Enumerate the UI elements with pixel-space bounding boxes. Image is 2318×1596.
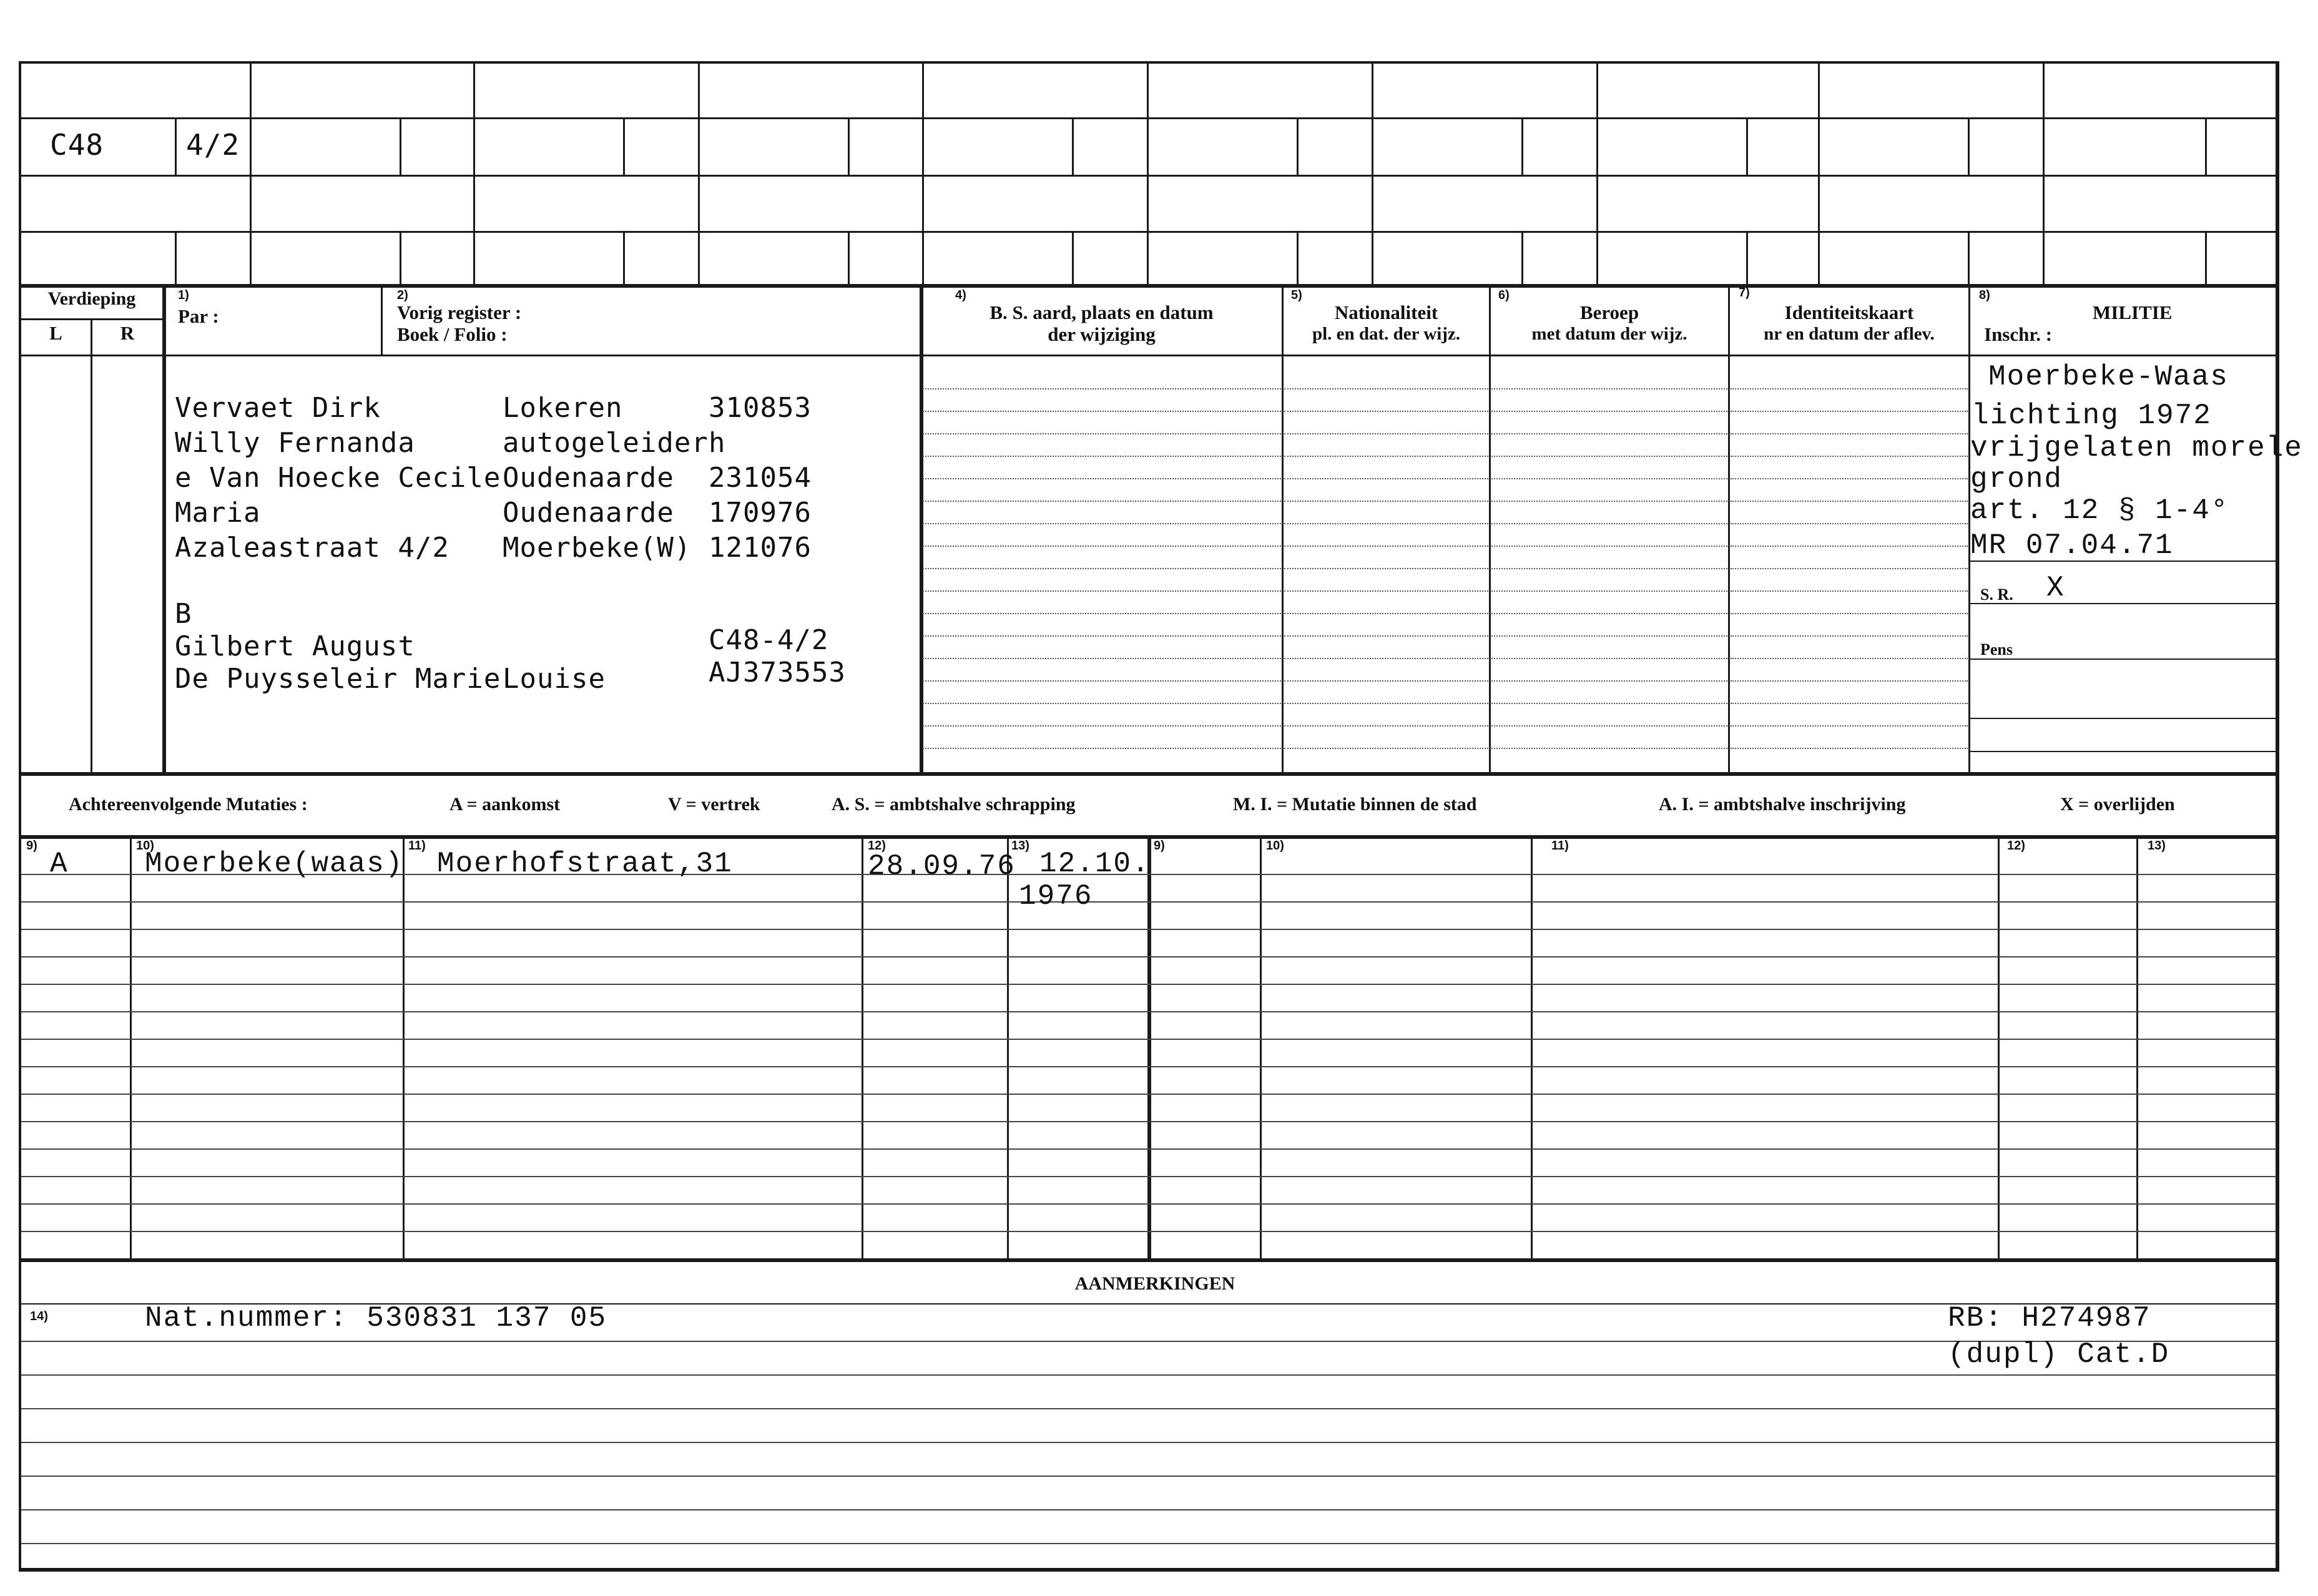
legend-ai: A. I. = ambtshalve inschrijving bbox=[1659, 794, 1906, 815]
dotted-rule bbox=[1491, 411, 1727, 412]
beroep-header: Beroep bbox=[1579, 301, 1639, 323]
dotted-rule bbox=[923, 478, 1281, 479]
note-11: 11) bbox=[408, 839, 426, 853]
dotted-rule bbox=[1731, 725, 1968, 727]
grid-col bbox=[698, 61, 700, 286]
legend-a: A = aankomst bbox=[449, 794, 561, 815]
verdieping-header: Verdieping bbox=[47, 288, 136, 309]
r-header: R bbox=[120, 322, 135, 344]
boek-folio-header: Boek / Folio : bbox=[397, 323, 508, 345]
mutatie-place: Moerbeke(waas) bbox=[145, 848, 404, 880]
mutatie-type: A bbox=[50, 848, 69, 880]
sr-label: S. R. bbox=[1980, 585, 2013, 604]
person-code: 170976 bbox=[709, 497, 812, 529]
grid-col bbox=[922, 61, 924, 286]
grid-col bbox=[2043, 61, 2045, 286]
note-12b: 12) bbox=[2007, 839, 2025, 853]
note-13: 13) bbox=[1011, 839, 1029, 853]
dotted-rule bbox=[1491, 388, 1727, 389]
grid-sub bbox=[2205, 231, 2207, 286]
note-5: 5) bbox=[1291, 288, 1302, 302]
militie-line4: grond bbox=[1970, 463, 2063, 496]
person-code: 121076 bbox=[709, 532, 812, 564]
mut-col bbox=[1147, 836, 1151, 1260]
dotted-rule bbox=[923, 635, 1281, 637]
legend-x: X = overlijden bbox=[2060, 794, 2175, 815]
dotted-rule bbox=[1731, 703, 1968, 704]
dotted-rule bbox=[1284, 433, 1488, 434]
pens-label: Pens bbox=[1980, 640, 2013, 658]
mother-name: De Puysseleir Marie bbox=[175, 663, 501, 695]
dotted-rule bbox=[1284, 725, 1488, 727]
grid-col bbox=[1818, 61, 1820, 286]
dotted-rule bbox=[923, 725, 1281, 727]
person-code: 231054 bbox=[709, 462, 812, 494]
note-10b: 10) bbox=[1266, 839, 1284, 853]
mutatie-date2-year: 1976 bbox=[1019, 880, 1093, 913]
person-code: h bbox=[709, 427, 726, 459]
mut-col bbox=[862, 836, 863, 1260]
dotted-rule bbox=[1491, 456, 1727, 457]
grid-col bbox=[1596, 61, 1598, 286]
grid-line bbox=[19, 175, 2279, 177]
grid-sub bbox=[400, 117, 401, 175]
note-2: 2) bbox=[397, 288, 408, 302]
dotted-rule bbox=[1731, 388, 1968, 389]
dotted-rule bbox=[923, 568, 1281, 569]
dotted-rule bbox=[923, 501, 1281, 502]
beroep-header-2: met datum der wijz. bbox=[1531, 324, 1687, 344]
dotted-rule bbox=[1491, 546, 1727, 547]
dotted-rule bbox=[1731, 658, 1968, 659]
category: (dupl) Cat.D bbox=[1948, 1338, 2170, 1371]
legend-as: A. S. = ambtshalve schrapping bbox=[832, 794, 1076, 815]
person-name: e Van Hoecke Cecile bbox=[175, 462, 501, 494]
dotted-rule bbox=[923, 433, 1281, 434]
grid-col bbox=[1147, 61, 1149, 286]
dotted-rule bbox=[923, 703, 1281, 704]
grid-sub bbox=[623, 117, 625, 175]
mutatie-row-line bbox=[21, 1121, 2276, 1122]
grid-sub bbox=[623, 231, 625, 286]
grid-sub bbox=[175, 117, 177, 175]
grid-sub bbox=[2205, 117, 2207, 175]
note-7: 7) bbox=[1739, 286, 1750, 300]
grid-sub bbox=[1968, 117, 1970, 175]
aanmerking-line bbox=[21, 1408, 2276, 1409]
father-code: C48-4/2 bbox=[709, 624, 829, 656]
col-bs bbox=[920, 286, 923, 774]
note-11b: 11) bbox=[1551, 839, 1569, 853]
note-8: 8) bbox=[1979, 288, 1990, 302]
dotted-rule bbox=[1731, 501, 1968, 502]
aanmerking-line bbox=[21, 1476, 2276, 1477]
dotted-rule bbox=[1491, 748, 1727, 749]
grid-sub bbox=[1297, 231, 1299, 286]
identiteitskaart-header: Identiteitskaart bbox=[1784, 301, 1914, 323]
note-13b: 13) bbox=[2148, 839, 2166, 853]
dotted-rule bbox=[1284, 658, 1488, 659]
dotted-rule bbox=[1731, 680, 1968, 682]
col-beroep bbox=[1489, 286, 1491, 774]
note-6: 6) bbox=[1498, 288, 1510, 302]
dotted-rule bbox=[1491, 478, 1727, 479]
grid-col bbox=[250, 61, 252, 286]
militie-header: MILITIE bbox=[2093, 301, 2173, 323]
dotted-rule bbox=[1284, 388, 1488, 389]
militie-line6: MR 07.04.71 bbox=[1970, 529, 2174, 562]
dotted-rule bbox=[1491, 613, 1727, 614]
mutatie-row-line bbox=[21, 1231, 2276, 1232]
header-line bbox=[19, 355, 2279, 356]
frame-right bbox=[2276, 61, 2279, 1572]
dotted-rule bbox=[923, 388, 1281, 389]
dotted-rule bbox=[1284, 703, 1488, 704]
mutatie-row-line bbox=[21, 929, 2276, 930]
aanmerkingen-title: AANMERKINGEN bbox=[1074, 1273, 1235, 1294]
frame-top bbox=[19, 61, 2279, 64]
mother-code: AJ373553 bbox=[709, 657, 846, 688]
aanmerking-line bbox=[21, 1341, 2276, 1342]
dotted-rule bbox=[1731, 478, 1968, 479]
dotted-rule bbox=[1284, 568, 1488, 569]
grid-sub bbox=[1746, 231, 1748, 286]
sr-value: X bbox=[2046, 572, 2065, 604]
militie-line2: lichting 1972 bbox=[1972, 399, 2212, 432]
dotted-rule bbox=[1731, 590, 1968, 592]
militie-line bbox=[1970, 658, 2277, 660]
col-par bbox=[381, 286, 383, 355]
person-name: Azaleastraat 4/2 bbox=[175, 532, 449, 564]
col-nat bbox=[1282, 286, 1284, 774]
dotted-rule bbox=[1284, 680, 1488, 682]
mut-col bbox=[1260, 836, 1262, 1260]
mutatie-row-line bbox=[21, 1039, 2276, 1040]
dotted-rule bbox=[923, 456, 1281, 457]
person-code: 310853 bbox=[709, 392, 812, 424]
mut-col bbox=[403, 836, 405, 1260]
person-name: Vervaet Dirk bbox=[175, 392, 381, 424]
militie-line5: art. 12 § 1-4° bbox=[1970, 494, 2229, 527]
grid-col bbox=[473, 61, 475, 286]
mutatie-row-line bbox=[21, 1066, 2276, 1067]
dotted-rule bbox=[923, 658, 1281, 659]
militie-line3: vrijgelaten morele bbox=[1970, 432, 2303, 464]
grid-sub bbox=[175, 231, 177, 286]
mutatie-row-line bbox=[21, 984, 2276, 985]
dotted-rule bbox=[1491, 635, 1727, 637]
dotted-rule bbox=[1731, 546, 1968, 547]
grid-sub bbox=[1968, 231, 1970, 286]
dotted-rule bbox=[1284, 456, 1488, 457]
grid-sub bbox=[1746, 117, 1748, 175]
mutatie-address: Moerhofstraat,31 bbox=[437, 848, 733, 880]
mutatie-row-line bbox=[21, 956, 2276, 957]
mutatie-row-line bbox=[21, 1148, 2276, 1150]
militie-line1: Moerbeke-Waas bbox=[1988, 361, 2229, 393]
dotted-rule bbox=[1491, 568, 1727, 569]
dotted-rule bbox=[1284, 501, 1488, 502]
mutatie-row-line bbox=[21, 1094, 2276, 1095]
dotted-rule bbox=[1731, 613, 1968, 614]
vorig-register-header: Vorig register : bbox=[397, 301, 522, 323]
dotted-rule bbox=[923, 680, 1281, 682]
register-number: 4/2 bbox=[186, 128, 240, 162]
mutatie-date2: 12.10. bbox=[1039, 848, 1151, 880]
person-place: Moerbeke(W) bbox=[503, 532, 692, 564]
dotted-rule bbox=[1731, 523, 1968, 524]
grid-sub bbox=[1072, 231, 1074, 286]
frame-bottom bbox=[19, 1568, 2279, 1572]
identiteitskaart-header-2: nr en datum der aflev. bbox=[1764, 324, 1935, 344]
dotted-rule bbox=[923, 748, 1281, 749]
mut-col bbox=[130, 836, 132, 1260]
mut-col bbox=[1531, 836, 1533, 1260]
dotted-rule bbox=[1491, 680, 1727, 682]
dotted-rule bbox=[1731, 456, 1968, 457]
note-14: 14) bbox=[30, 1310, 48, 1323]
mut-col bbox=[1998, 836, 2000, 1260]
l-header: L bbox=[49, 322, 62, 344]
dotted-rule bbox=[923, 546, 1281, 547]
nationaliteit-header-2: pl. en dat. der wijz. bbox=[1312, 324, 1461, 344]
dotted-rule bbox=[1491, 501, 1727, 502]
note-9: 9) bbox=[26, 839, 37, 853]
dotted-rule bbox=[1491, 725, 1727, 727]
dotted-rule bbox=[1491, 658, 1727, 659]
dotted-rule bbox=[1731, 748, 1968, 749]
nationaliteit-header: Nationaliteit bbox=[1334, 301, 1438, 323]
col-main bbox=[162, 286, 166, 774]
grid-sub bbox=[848, 231, 850, 286]
person-place: Lokeren bbox=[503, 392, 623, 424]
note-1: 1) bbox=[178, 288, 189, 302]
grid-col bbox=[1372, 61, 1373, 286]
legend-title: Achtereenvolgende Mutaties : bbox=[69, 794, 308, 815]
dotted-rule bbox=[1491, 590, 1727, 592]
dotted-rule bbox=[923, 523, 1281, 524]
person-name: Maria bbox=[175, 497, 261, 529]
dotted-rule bbox=[1491, 523, 1727, 524]
bs-header: B. S. aard, plaats en datum bbox=[990, 301, 1214, 323]
register-code: C48 bbox=[50, 128, 104, 162]
section-divider bbox=[19, 772, 2279, 776]
aanmerking-line bbox=[21, 1543, 2276, 1544]
mutatie-row-line bbox=[21, 1176, 2276, 1177]
dotted-rule bbox=[1284, 590, 1488, 592]
legend-v: V = vertrek bbox=[668, 794, 760, 815]
dotted-rule bbox=[1284, 411, 1488, 412]
mutatie-row-line bbox=[21, 1011, 2276, 1012]
militie-line bbox=[1970, 718, 2277, 719]
nat-nummer: Nat.nummer: 530831 137 05 bbox=[145, 1302, 607, 1334]
person-place: Oudenaarde bbox=[503, 462, 674, 494]
note-10: 10) bbox=[136, 839, 154, 853]
mutatie-date: 28.09.76 bbox=[868, 850, 1016, 883]
dotted-rule bbox=[1284, 613, 1488, 614]
militie-line bbox=[1970, 603, 2277, 604]
dotted-rule bbox=[923, 613, 1281, 614]
col-id bbox=[1728, 286, 1730, 774]
rb-number: RB: H274987 bbox=[1948, 1302, 2151, 1334]
col-L-R bbox=[91, 318, 92, 774]
person-place: Oudenaarde bbox=[503, 497, 674, 529]
note-12: 12) bbox=[868, 839, 886, 853]
mut-col bbox=[1007, 836, 1009, 1260]
aanmerking-line bbox=[21, 1374, 2276, 1376]
grid-sub bbox=[1521, 117, 1523, 175]
dotted-rule bbox=[1284, 748, 1488, 749]
grid-sub bbox=[848, 117, 850, 175]
dotted-rule bbox=[1731, 433, 1968, 434]
aanmerking-line bbox=[21, 1442, 2276, 1443]
grid-sub bbox=[1297, 117, 1299, 175]
section-divider bbox=[19, 284, 2279, 288]
dotted-rule bbox=[1284, 523, 1488, 524]
grid-line bbox=[19, 231, 2279, 233]
dotted-rule bbox=[923, 411, 1281, 412]
parents-letter: B bbox=[175, 598, 192, 630]
person-name: Willy Fernanda bbox=[175, 427, 415, 459]
inschr-header: Inschr. : bbox=[1984, 323, 2053, 345]
dotted-rule bbox=[1284, 478, 1488, 479]
note-9b: 9) bbox=[1154, 839, 1165, 853]
grid-sub bbox=[1521, 231, 1523, 286]
mutatie-row-line bbox=[21, 1203, 2276, 1205]
dotted-rule bbox=[1731, 635, 1968, 637]
dotted-rule bbox=[923, 590, 1281, 592]
father-name: Gilbert August bbox=[175, 630, 415, 662]
dotted-rule bbox=[1491, 703, 1727, 704]
dotted-rule bbox=[1284, 546, 1488, 547]
bs-header-2: der wijziging bbox=[1048, 323, 1156, 345]
dotted-rule bbox=[1731, 568, 1968, 569]
mutatie-row-line bbox=[21, 901, 2276, 903]
grid-line bbox=[19, 117, 2279, 119]
dotted-rule bbox=[1284, 635, 1488, 637]
dotted-rule bbox=[1491, 433, 1727, 434]
militie-line bbox=[1970, 751, 2277, 752]
mut-col bbox=[2136, 836, 2138, 1260]
grid-sub bbox=[400, 231, 401, 286]
dotted-rule bbox=[1731, 411, 1968, 412]
person-place: autogeleider bbox=[503, 427, 709, 459]
grid-sub bbox=[1072, 117, 1074, 175]
legend-mi: M. I. = Mutatie binnen de stad bbox=[1233, 794, 1477, 815]
par-header: Par : bbox=[178, 305, 219, 327]
note-4: 4) bbox=[955, 288, 966, 302]
aanmerking-line bbox=[21, 1509, 2276, 1510]
mother-second-name: Louise bbox=[503, 663, 606, 695]
